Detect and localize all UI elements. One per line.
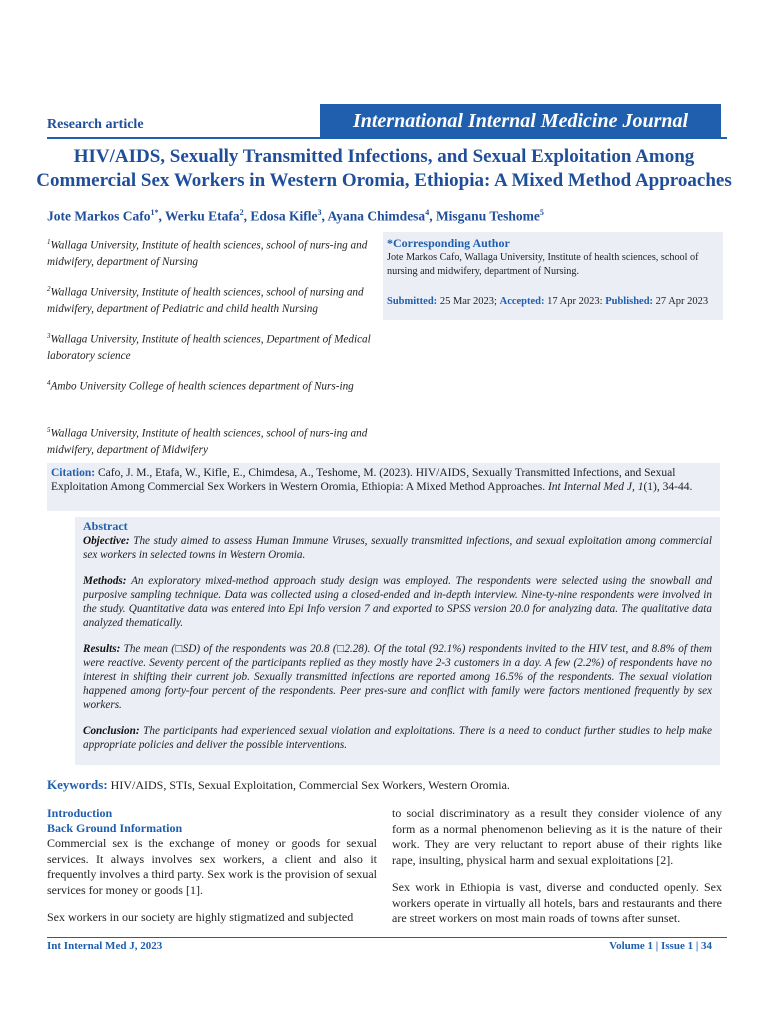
body-paragraph: Commercial sex is the exchange of money or goods for sexual services. It always involves sex workers, a client and also it frequently involves a third party. Sex work is the provision of sexual services for money or goods [1]. [47,836,377,897]
paper-title-line-1: HIV/AIDS, Sexually Transmitted Infections, and Sexual Exploitation Among [73,146,695,167]
body-paragraph: Sex work in Ethiopia is vast, diverse and conducted openly. Sex workers operate in virtually all hotels, bars and restaurants and there are street workers on most main roads of towns after sunset. [392,880,722,925]
abstract-conclusion: Conclusion: The participants had experienced sexual violation and exploitations. There is a need to conduct further studies to help make appropriate policies and deliver the possible interventions. [83,725,712,751]
author-name: Misganu Teshome [435,208,540,224]
article-type-label: Research article [47,117,144,132]
abstract-methods: Methods: An exploratory mixed-method approach study design was employed. The respondents were selected using the snowball and purposive sampling technique. Data was collected using a closed-ended and in-depth interview. Nine-ty-nine respondents were involved in the study. Quantitative data was entered into Epi Info version 7 and exported to SPSS version 20.0 for analyzing data. The qualitative data analyzed thematically. [83,575,712,629]
affiliation-list [47,234,377,458]
abstract-title: Abstract [83,519,128,533]
author-name: Jote Markos Cafo [47,208,151,224]
author-name: Werku Etafa [165,208,240,224]
author-sup: 1* [150,208,159,217]
section-heading-introduction: Introduction [47,806,113,820]
corresponding-author-box [383,232,723,320]
footer-volume-page: Volume 1 | Issue 1 | 34 [609,940,712,952]
author-sup: 4 [425,208,430,217]
citation-box [47,463,720,511]
author-sup: 3 [317,208,322,217]
body-paragraph: to social discriminatory as a result they consider violence of any form as a normal phenomenon believing as it is the nature of their work. They are very reluctant to report abuse of their rights like rape, insulting, physical harm and sexual exploitations [2]. [392,806,722,867]
affiliation-item: $^3$Wallaga University, Institute of health sciences, Department of Medical laboratory science [47,332,371,362]
affiliation-item: $^1$Wallaga University, Institute of health sciences, school of nurs-ing and midwifery, department of Nursing [47,238,368,268]
abstract-objective: Objective: The study aimed to assess Human Immune Viruses, sexually transmitted infections, and sexual exploitation among commercial sex workers in selected towns in Western Oromia. [83,535,712,561]
author-name: Ayana Chimdesa [327,208,426,224]
journal-title-banner: International Internal Medicine Journal [320,104,721,138]
paper-title-line-2: Commercial Sex Workers in Western Oromia, Ethiopia: A Mixed Method Approaches [36,170,732,191]
corresponding-author-text: Jote Markos Cafo, Wallaga University, Institute of health sciences, school of nursing and midwifery, department of Nursing. [387,252,699,277]
affiliation-item: $^2$Wallaga University, Institute of health sciences, school of nursing and midwifery, department of Pediatric and child health Nursing [47,285,364,315]
corresponding-author-title: *Corresponding Author [387,236,510,250]
citation-label: Citation: [51,467,96,479]
author-list: Jote Markos Cafo$^{1*}$, Werku Etafa$^2$, Edosa Kifle$^3$, Ayana Chimdesa$^4$, Misganu Teshome$^5$ [47,208,544,224]
abstract-results: Results: The mean (□SD) of the respondents was 20.8 (□2.28). Of the total (92.1%) respondents invited to the HIV test, and 8.8% of them were reactive. Seventy percent of the participants replied as they mostly have 2-3 customers in a day. A few (2.2%) of respondents have no interest in shifting their current job. Sexually transmitted infections are reported among 16.5% of the respondents. The sexual violation happened among forty-four percent of the respondents. Peer pres-sure and conflict with family were factors mentioned frequently by sex workers. [83,643,712,711]
subsection-heading: Back Ground Information [47,821,183,835]
keywords-text: HIV/AIDS, STIs, Sexual Exploitation, Commercial Sex Workers, Western Oromia. [110,778,510,792]
published-date: 27 Apr 2023 [655,296,709,307]
publication-dates: Submitted: 25 Mar 2023; Accepted: 17 Apr 2023: Published: 27 Apr 2023 [387,296,709,307]
affiliation-item: $^5$Wallaga University, Institute of health sciences, school of nurs-ing and midwifery, department of Midwifery [47,426,368,456]
citation-text: Cafo, J. M., Etafa, W., Kifle, E., Chimdesa, A., Teshome, M. (2023). HIV/AIDS, Sexually Transmitted Infections, and Sexual Exploitation Among Commercial Sex Workers in Western Oromia, Ethiopia: A Mixed Method Approaches. [51,467,676,493]
body-column-right [392,806,722,939]
footer-journal: Int Internal Med J, 2023 [47,940,163,952]
author-name: Edosa Kifle [250,208,318,224]
body-column-left [47,806,377,938]
affiliation-item: $^4$Ambo University College of health sciences department of Nurs-ing [47,379,354,393]
submitted-date: 25 Mar 2023; [439,296,497,307]
footer-divider [47,937,727,938]
author-sup: 2 [239,208,244,217]
abstract-box [75,517,720,765]
header-divider [47,137,727,139]
body-paragraph: Sex workers in our society are highly stigmatized and subjected [47,910,354,924]
accepted-date: 17 Apr 2023: [547,296,603,307]
paper-title [30,145,738,193]
author-sup: 5 [539,208,544,217]
citation-journal: Int Internal Med J, 1 [547,481,644,493]
keywords [47,777,510,793]
keywords-label: Keywords: [47,777,108,792]
citation-issue: (1), 34-44. [643,481,693,493]
